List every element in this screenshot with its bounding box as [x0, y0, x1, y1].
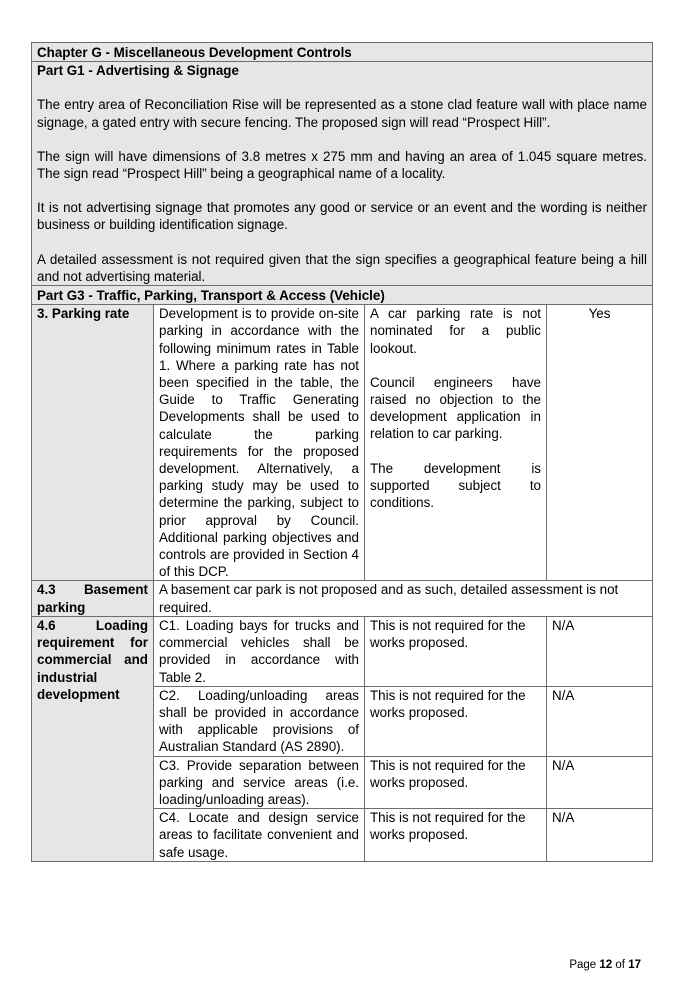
parking-rate-label: 3. Parking rate: [32, 305, 154, 581]
chapter-title: Chapter G - Miscellaneous Development Controls: [32, 43, 653, 62]
assessment-document: [31, 42, 652, 862]
loading-control: C2. Loading/unloading areas shall be provided in accordance with applicable provisions of Australian Standard (AS 2890).: [154, 686, 365, 756]
page-total: 17: [628, 959, 641, 971]
part-g1-paragraph: It is not advertising signage that promotes any good or service or an event and the wording is neither business or building identification signage.: [37, 200, 647, 233]
page-current: 12: [599, 959, 613, 971]
loading-control: C3. Provide separation between parking and service areas (i.e. loading/unloading areas).: [154, 756, 365, 809]
page-label: Page: [569, 959, 597, 971]
parking-rate-control: Development is to provide on-site parking in accordance with the following minimum rates in Table 1. Where a parking rate has not been specified in the table, the Guide to Traffic Generating Developments shall be used to calculate the parking requirements for the proposed development. Alternatively, a parking study may be used to determine the parking, subject to prior approval by Council. Additional parking objectives and controls are provided in Section 4 of this DCP.: [154, 305, 365, 581]
loading-compliance: N/A: [547, 756, 653, 809]
parking-rate-row: [32, 305, 653, 581]
chapter-header-row: [32, 43, 653, 62]
part-g3-title: Part G3 - Traffic, Parking, Transport & Access (Vehicle): [32, 286, 653, 305]
part-g1-paragraph: A detailed assessment is not required given that the sign specifies a geographical feature being a hill and not advertising material.: [37, 251, 647, 284]
loading-comment: This is not required for the works proposed.: [365, 686, 547, 756]
loading-control: C4. Locate and design service areas to facilitate convenient and safe usage.: [154, 809, 365, 862]
loading-compliance: N/A: [547, 616, 653, 686]
part-g1-row: [32, 62, 653, 286]
parking-rate-compliance: Yes: [547, 305, 653, 581]
loading-control: C1. Loading bays for trucks and commercial vehicles shall be provided in accordance with Table 2.: [154, 616, 365, 686]
loading-compliance: N/A: [547, 686, 653, 756]
part-g1-cell: [32, 62, 653, 286]
comment-paragraph: A car parking rate is not nominated for a public lookout.: [370, 306, 541, 356]
basement-text: A basement car park is not proposed and as such, detailed assessment is not required.: [154, 581, 653, 616]
part-g3-header-row: [32, 286, 653, 305]
part-g1-paragraph: The sign will have dimensions of 3.8 metres x 275 mm and having an area of 1.045 square metres. The sign read “Prospect Hill” being a geographical name of a locality.: [37, 148, 647, 182]
loading-compliance: N/A: [547, 809, 653, 862]
loading-comment: This is not required for the works proposed.: [365, 756, 547, 809]
page-of: of: [615, 959, 625, 971]
part-g1-paragraph: The entry area of Reconciliation Rise will be represented as a stone clad feature wall with place name signage, a gated entry with secure fencing. The proposed sign will read “Prospect Hill”.: [37, 97, 647, 130]
dcp-assessment-table: [31, 42, 653, 862]
loading-row: [32, 616, 653, 686]
comment-paragraph: The development is supported subject to conditions.: [370, 460, 541, 511]
loading-label: 4.6 Loading requirement for commercial and industrial development: [32, 616, 154, 861]
part-g1-title: Part G1 - Advertising & Signage: [37, 63, 239, 79]
page-number: [569, 958, 641, 972]
loading-comment: This is not required for the works proposed.: [365, 616, 547, 686]
basement-label: 4.3 Basement parking: [32, 581, 154, 616]
basement-row: [32, 581, 653, 616]
loading-comment: This is not required for the works proposed.: [365, 809, 547, 862]
comment-paragraph: Council engineers have raised no objection to the development application in relation to car parking.: [370, 374, 541, 442]
parking-rate-comment: [365, 305, 547, 581]
